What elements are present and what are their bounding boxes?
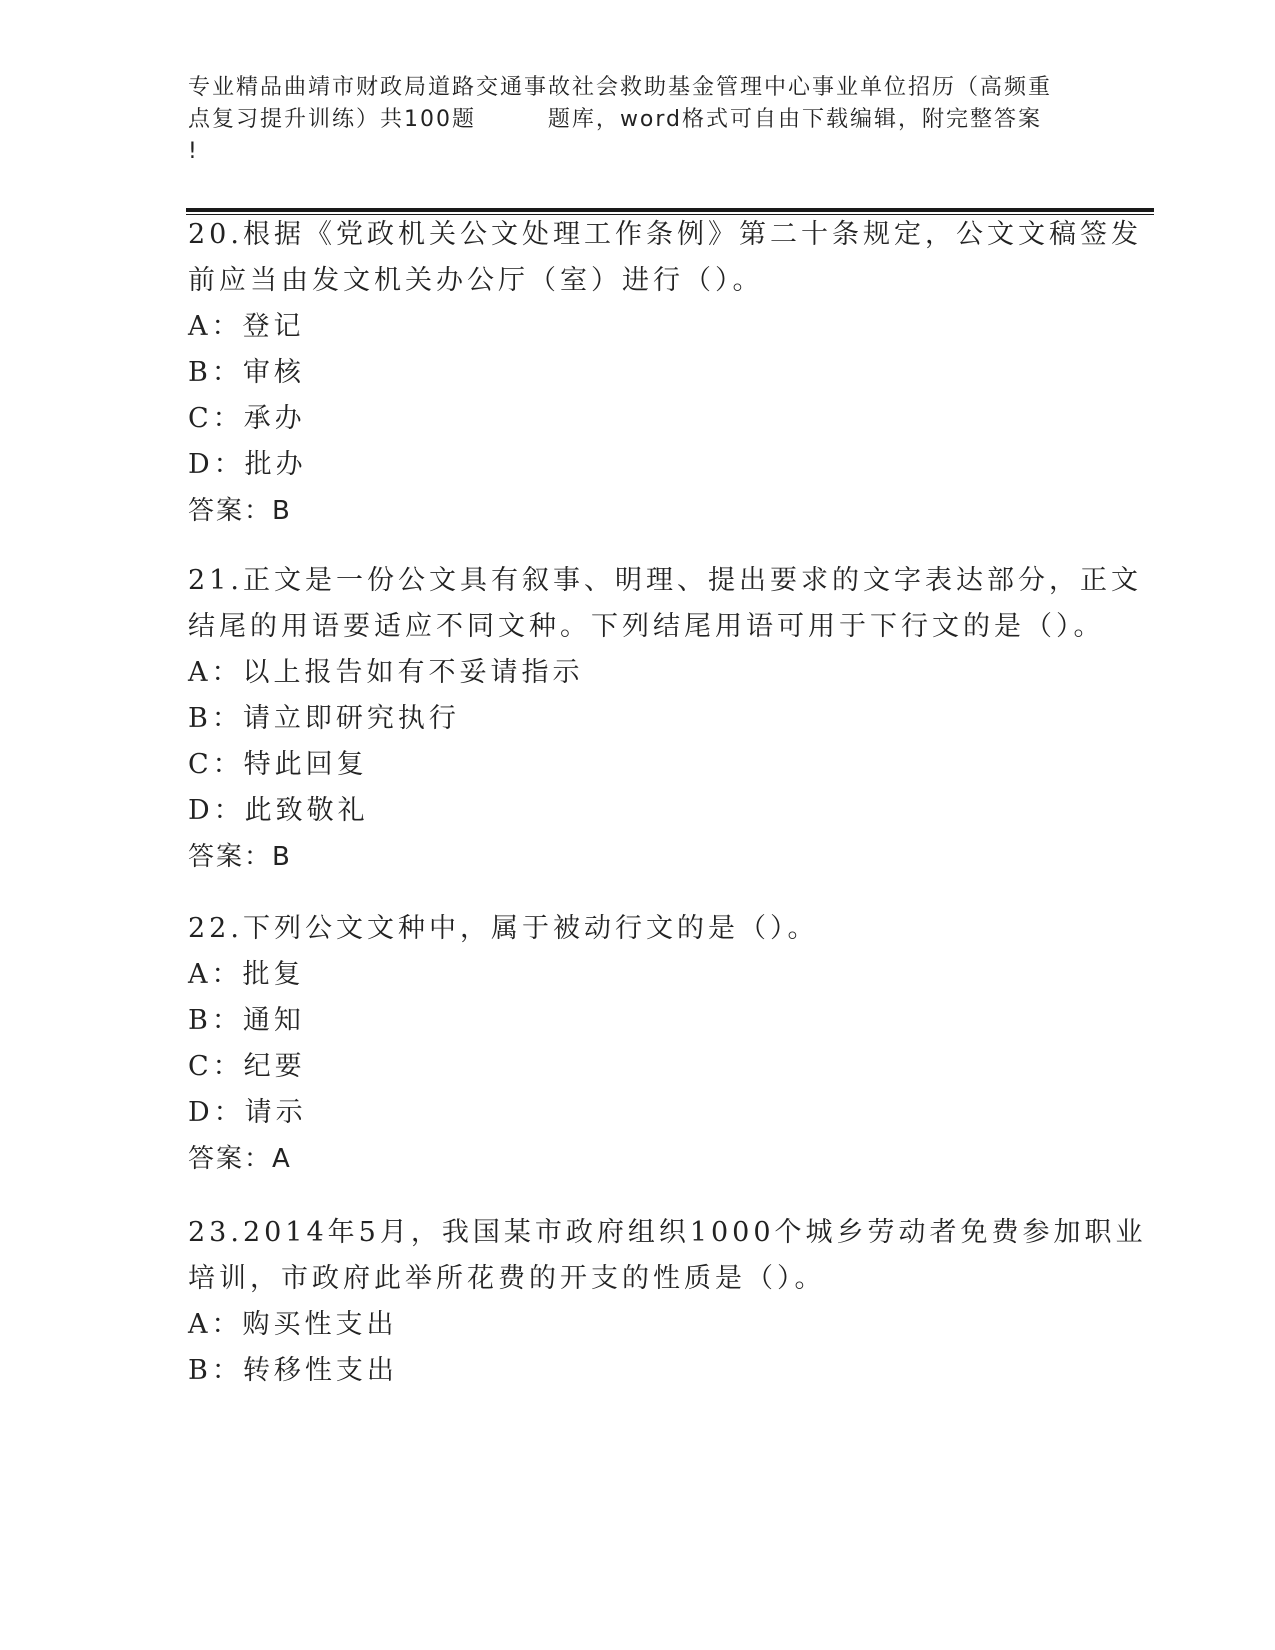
option-b: B：审核 [188, 357, 305, 388]
header-line: ! [188, 139, 199, 164]
option-d: D：批办 [188, 449, 307, 480]
answer: 答案：B [188, 496, 292, 526]
option-a: A：登记 [188, 311, 305, 342]
answer: 答案：B [188, 842, 292, 872]
question-text: 结尾的用语要适应不同文种。下列结尾用语可用于下行文的是（）。 [188, 611, 1105, 642]
question-21 [188, 558, 1142, 880]
option-a: A：批复 [188, 959, 305, 990]
question-text: 培训，市政府此举所花费的开支的性质是（）。 [188, 1263, 826, 1294]
question-23 [188, 1210, 1147, 1394]
header-line: 专业精品曲靖市财政局道路交通事故社会救助基金管理中心事业单位招历（高频重 [188, 75, 1053, 100]
option-a: A：以上报告如有不妥请指示 [188, 657, 584, 688]
question-text: 21.正文是一份公文具有叙事、明理、提出要求的文字表达部分，正文 [188, 565, 1142, 596]
option-b: B：请立即研究执行 [188, 703, 460, 734]
option-a: A：购买性支出 [188, 1309, 398, 1340]
question-text: 20.根据《党政机关公文处理工作条例》第二十条规定，公文文稿签发 [188, 219, 1142, 250]
question-text: 前应当由发文机关办公厅（室）进行（）。 [188, 265, 764, 296]
option-b: B：通知 [188, 1005, 305, 1036]
option-c: C：承办 [188, 403, 306, 434]
question-text: 22.下列公文文种中，属于被动行文的是（）。 [188, 913, 819, 944]
question-text: 23.2014年5月，我国某市政府组织1000个城乡劳动者免费参加职业 [188, 1217, 1147, 1248]
question-22 [188, 906, 1088, 1182]
question-20 [188, 212, 1142, 534]
document-header [188, 72, 1088, 168]
option-d: D：请示 [188, 1097, 307, 1128]
answer: 答案：A [188, 1144, 292, 1174]
option-c: C：纪要 [188, 1051, 306, 1082]
option-c: C：特此回复 [188, 749, 368, 780]
option-b: B：转移性支出 [188, 1355, 398, 1386]
option-d: D：此致敬礼 [188, 795, 369, 826]
header-line: 点复习提升训练）共100题 题库，word格式可自由下载编辑，附完整答案 [188, 107, 1043, 132]
